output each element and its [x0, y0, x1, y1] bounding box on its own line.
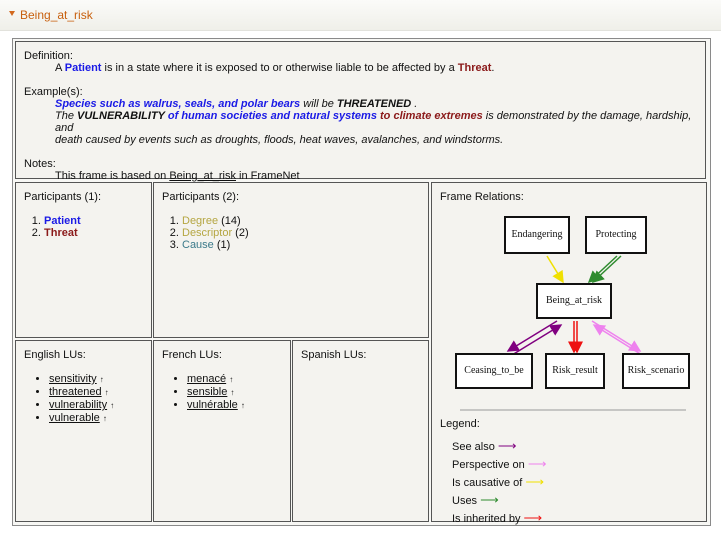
participants-1-box [15, 182, 152, 338]
edge-protecting-uses-2 [593, 256, 621, 282]
lu-vulnerability[interactable]: vulnerability [49, 399, 108, 411]
definition-text-2: is in a state where it is exposed to or otherwise liable to be affected by a [101, 62, 458, 74]
example-2-line2: death caused by events such as droughts, floods, heat waves, avalanches, and windstorms. [55, 134, 504, 146]
definition-text-1: A [55, 62, 65, 74]
lu-threatened[interactable]: threatened [49, 386, 102, 398]
legend-perspective-arrow: ⟶ [527, 456, 547, 471]
example-1-bold: THREATENED [336, 98, 412, 110]
legend-see-also-arrow: ⟶ [497, 438, 517, 453]
example-2-a: The [55, 110, 78, 122]
edge-see-also-down [508, 321, 557, 351]
participant-cause-count: (1) [213, 239, 231, 251]
participant-degree-count: (14) [218, 215, 241, 227]
legend-causative [452, 474, 544, 490]
lu-item[interactable] [187, 386, 290, 399]
example-2-rest: is demonstrated by the damage, hardship, and [55, 110, 692, 134]
legend-uses-text: Uses [452, 495, 478, 507]
edge-perspective-up [594, 325, 642, 355]
frame-header[interactable] [0, 0, 721, 31]
participants-1-label: Participants (1): [24, 191, 102, 203]
participant-threat-name[interactable]: Threat [44, 227, 78, 239]
english-lus-list [16, 373, 151, 425]
participant-descriptor[interactable] [182, 227, 428, 239]
participant-cause-name[interactable]: Cause [182, 239, 214, 251]
example-2-bold: VULNERABILITY [77, 110, 165, 122]
example-1-mid: will be [300, 98, 337, 110]
lu-sup: ↑ [110, 401, 115, 410]
frame-relations-label: Frame Relations: [440, 191, 524, 203]
framenet-link[interactable]: Being_at_risk [169, 170, 236, 182]
definition-label: Definition: [24, 50, 73, 62]
spanish-lus-label: Spanish LUs: [301, 349, 367, 361]
participant-patient-name[interactable]: Patient [44, 215, 81, 227]
legend-uses [452, 492, 499, 508]
frame-relations-box [431, 182, 707, 525]
french-lus-list [154, 373, 290, 412]
notes-text-2: in FrameNet [236, 170, 300, 182]
lu-sup: ↑ [240, 401, 245, 410]
example-1 [55, 98, 697, 110]
notes-text-1: This frame is based on [55, 170, 170, 182]
legend-see-also [452, 438, 517, 454]
participants-2-list [154, 215, 428, 251]
node-being-at-risk[interactable]: Being_at_risk [536, 283, 612, 319]
participants-1-list [16, 215, 151, 239]
french-lus-box [153, 340, 291, 522]
legend-uses-arrow: ⟶ [480, 492, 499, 507]
lu-sensitivity[interactable]: sensitivity [49, 373, 97, 385]
node-risk-scenario[interactable]: Risk_scenario [622, 353, 690, 389]
example-2-blue: of human societies and natural systems [164, 110, 377, 122]
participant-descriptor-count: (2) [232, 227, 249, 239]
definition-text [55, 62, 697, 74]
lu-item[interactable] [49, 373, 151, 386]
edge-endangering-causative [547, 256, 563, 282]
example-2-red: to climate extremes [376, 110, 483, 122]
legend-perspective-text: Perspective on [452, 459, 525, 471]
edge-see-also-up [512, 325, 561, 355]
legend-inherited-text: Is inherited by [452, 513, 521, 525]
participant-degree-name[interactable]: Degree [182, 215, 219, 227]
lu-vulnerable-fr[interactable]: vulnérable [187, 399, 238, 411]
definition-text-3: . [491, 62, 495, 74]
legend-causative-text: Is causative of [452, 477, 523, 489]
node-protecting[interactable]: Protecting [585, 216, 647, 254]
lu-item[interactable] [187, 373, 290, 386]
example-1-blue: Species such as walrus, seals, and polar bears [55, 98, 301, 110]
definition-threat: Threat [457, 62, 492, 74]
participant-descriptor-name[interactable]: Descriptor [182, 227, 233, 239]
node-endangering[interactable]: Endangering [504, 216, 570, 254]
edge-protecting-uses-1 [589, 256, 617, 282]
participant-degree[interactable] [182, 215, 428, 227]
notes-label: Notes: [24, 158, 56, 170]
node-ceasing-to-be[interactable]: Ceasing_to_be [455, 353, 533, 389]
participant-cause[interactable] [182, 239, 428, 251]
legend-perspective [452, 456, 546, 472]
lu-sup: ↑ [99, 375, 104, 384]
definition-patient: Patient [64, 62, 102, 74]
french-lus-label: French LUs: [162, 349, 222, 361]
lu-vulnerable[interactable]: vulnerable [49, 412, 100, 424]
definition-section [15, 41, 706, 182]
lu-sup: ↑ [104, 388, 109, 397]
participant-patient[interactable] [44, 215, 151, 227]
legend-see-also-text: See also [452, 441, 495, 453]
node-risk-result[interactable]: Risk_result [545, 353, 605, 389]
legend-inherited-arrow: ⟶ [523, 510, 543, 525]
legend-inherited [452, 510, 542, 526]
example-2 [55, 110, 697, 146]
legend-label: Legend: [440, 418, 480, 430]
english-lus-box [15, 340, 152, 522]
notes-text [55, 170, 697, 182]
spanish-lus-box [292, 340, 429, 522]
participants-2-box [153, 182, 429, 338]
lu-sup: ↑ [102, 414, 107, 423]
frame-panel [12, 38, 711, 526]
example-1-end: . [411, 98, 418, 110]
lu-item[interactable] [49, 412, 151, 425]
lu-sup: ↑ [230, 388, 235, 397]
legend-causative-arrow: ⟶ [525, 474, 545, 489]
examples-label: Example(s): [24, 86, 83, 98]
lu-sup: ↑ [229, 375, 234, 384]
lu-item[interactable] [187, 399, 290, 412]
lu-sensible[interactable]: sensible [187, 386, 228, 398]
lu-menace[interactable]: menacé [187, 373, 227, 385]
lu-item[interactable] [49, 386, 151, 399]
lu-item[interactable] [49, 399, 151, 412]
frame-title[interactable]: Being_at_risk [20, 8, 93, 22]
caret-down-icon[interactable] [9, 11, 15, 16]
participant-threat[interactable] [44, 227, 151, 239]
english-lus-label: English LUs: [24, 349, 86, 361]
edge-perspective-down [592, 321, 640, 351]
participants-2-label: Participants (2): [162, 191, 240, 203]
